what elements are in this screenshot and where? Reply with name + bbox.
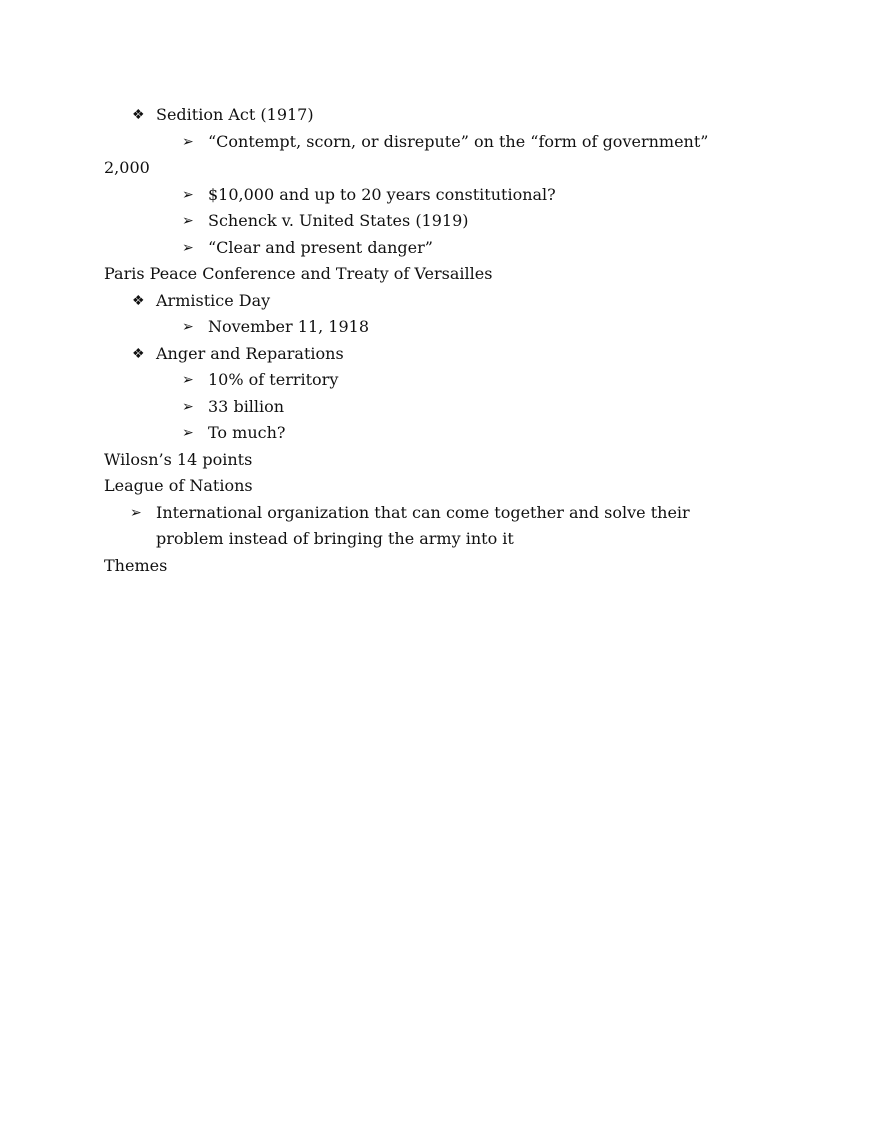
list-item-text: Armistice Day [156, 290, 271, 310]
list-item-fine [104, 182, 804, 209]
list-item-armistice-day [104, 288, 804, 315]
paragraph-text: Themes [104, 555, 168, 575]
arrow-bullet-icon: ➢ [182, 372, 194, 388]
arrow-bullet-icon: ➢ [130, 504, 142, 521]
list-item-text: Anger and Reparations [156, 343, 344, 363]
list-item-text: To much? [208, 423, 286, 442]
list-item-anger-reparations [104, 341, 804, 368]
list-item-contempt [104, 129, 804, 156]
list-item-text: 10% of territory [208, 370, 339, 389]
list-item-november-11 [104, 314, 804, 341]
list-item-text: 33 billion [208, 396, 285, 416]
list-item-text: Sedition Act (1917) [156, 105, 314, 124]
list-item-text: “Contempt, scorn, or disrepute” on the “form of government” [208, 131, 709, 151]
arrow-bullet-icon: ➢ [182, 133, 194, 150]
paragraph-text: Wilosn’s 14 points [104, 449, 253, 469]
list-item-schenck [104, 208, 804, 235]
list-item-clear-present-danger [104, 235, 804, 262]
heading-paris-peace-conference [104, 261, 804, 288]
paragraph-text: 2,000 [104, 158, 150, 177]
list-item-33-billion [104, 394, 804, 421]
list-item-sedition-act [104, 102, 804, 129]
text-line-2000 [104, 155, 804, 182]
arrow-bullet-icon: ➢ [182, 425, 194, 441]
paragraph-text: Paris Peace Conference and Treaty of Versailles [104, 264, 493, 283]
arrow-bullet-icon: ➢ [182, 319, 194, 335]
heading-league-of-nations [104, 473, 804, 500]
list-item-text: Schenck v. United States (1919) [208, 211, 469, 230]
diamond-bullet-icon: ❖ [132, 107, 145, 123]
list-item-text: International organization that can come together and solve their problem instead of bringing the army into it [156, 502, 690, 548]
list-item-international-organization [104, 500, 756, 553]
list-item-text: November 11, 1918 [208, 317, 370, 336]
heading-14-points [104, 447, 804, 474]
arrow-bullet-icon: ➢ [182, 239, 194, 256]
diamond-bullet-icon: ❖ [132, 345, 145, 362]
list-item-text: $10,000 and up to 20 years constitutional? [208, 184, 556, 204]
heading-themes [104, 553, 804, 580]
diamond-bullet-icon: ❖ [132, 292, 145, 309]
list-item-text: “Clear and present danger” [208, 237, 433, 257]
arrow-bullet-icon: ➢ [182, 398, 194, 415]
list-item-territory [104, 367, 804, 394]
arrow-bullet-icon: ➢ [182, 186, 194, 203]
paragraph-text: League of Nations [104, 476, 253, 495]
document-body [104, 102, 804, 579]
list-item-to-much [104, 420, 804, 447]
arrow-bullet-icon: ➢ [182, 213, 194, 229]
